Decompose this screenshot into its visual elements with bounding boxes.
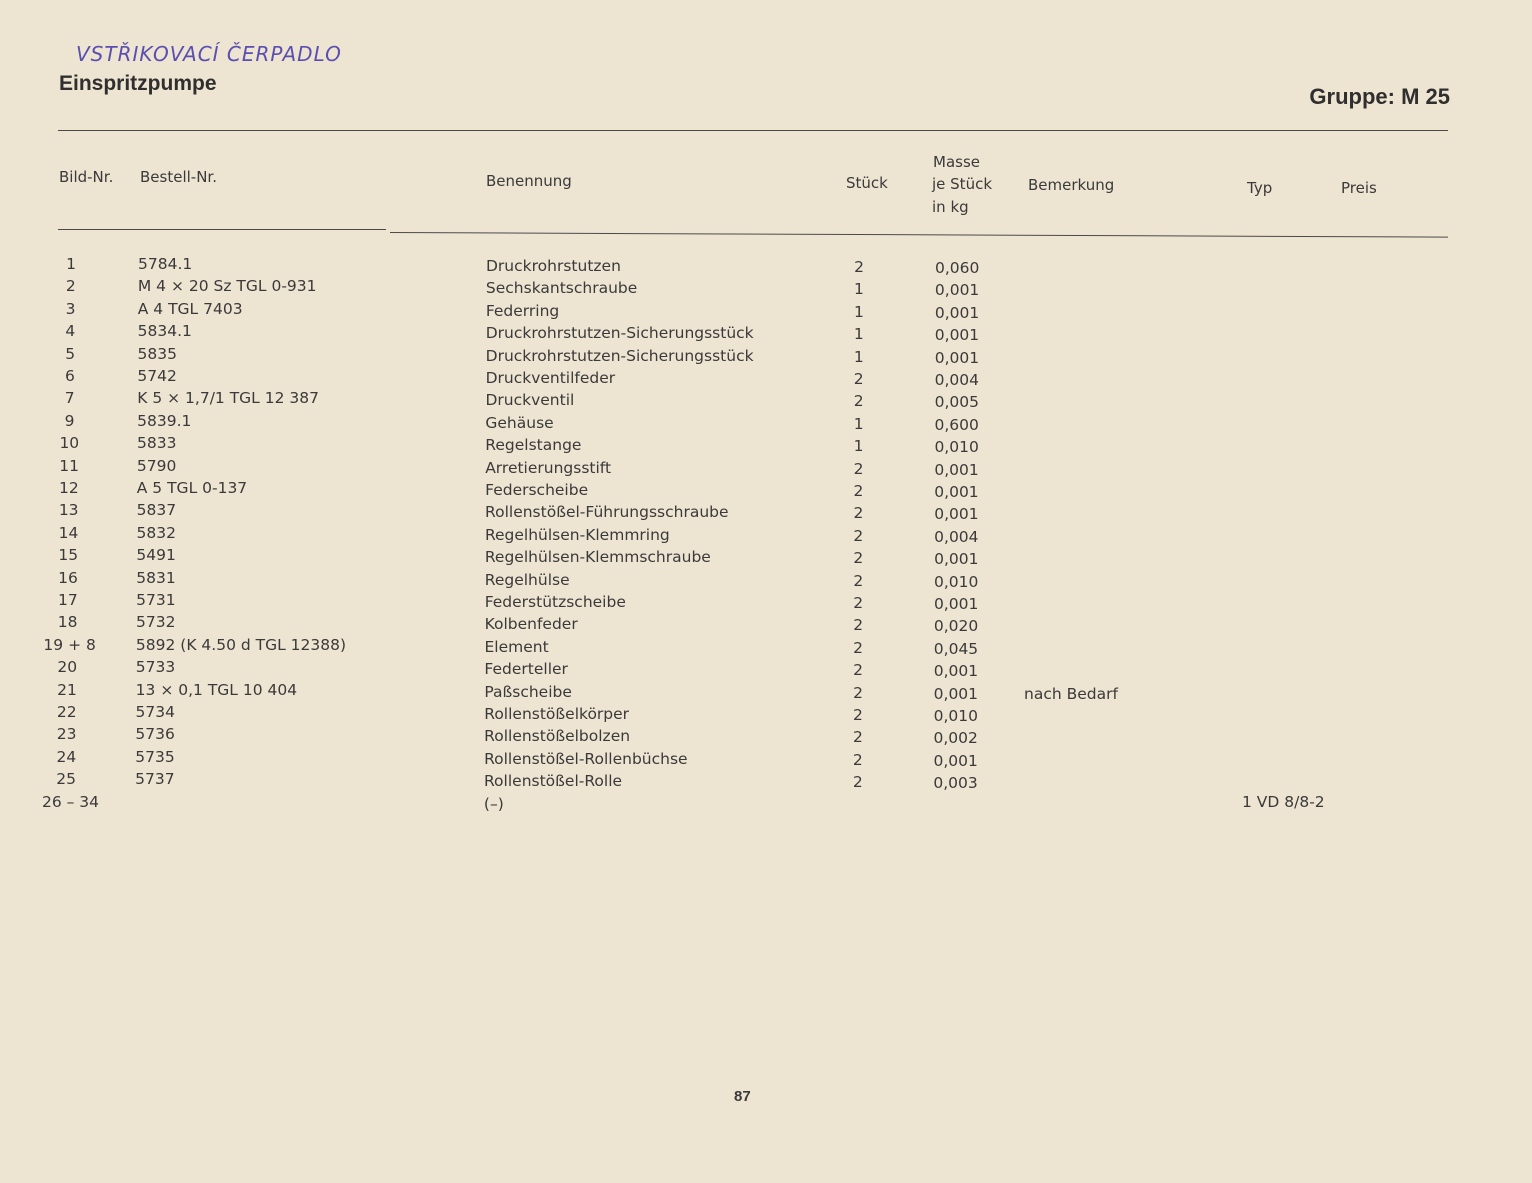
cell-bild-nr: 25	[56, 770, 77, 789]
table-row	[0, 255, 1532, 277]
table-row	[0, 636, 1532, 658]
table-row	[0, 613, 1532, 635]
cell-benennung: Federscheibe	[485, 481, 589, 499]
table-row	[0, 501, 1532, 523]
header-preis: Preis	[1341, 179, 1377, 197]
cell-bestell-nr: 5731	[136, 591, 176, 609]
cell-bestell-nr: 5833	[137, 434, 177, 453]
header-bild-nr: Bild-Nr.	[59, 168, 114, 186]
cell-bestell-nr: 5736	[135, 725, 175, 744]
cell-bestell-nr: 5839.1	[137, 411, 192, 430]
cell-benennung: (–)	[483, 794, 504, 813]
header-bemerkung: Bemerkung	[1028, 176, 1115, 194]
cell-benennung: Druckventil	[485, 391, 575, 410]
cell-masse: 0,002	[933, 729, 978, 748]
cell-bestell-nr: 5737	[135, 770, 175, 789]
cell-bild-nr: 20	[57, 658, 78, 677]
cell-bestell-nr: 5834.1	[137, 322, 192, 341]
cell-stueck: 2	[853, 482, 864, 500]
cell-bild-nr: 18	[57, 613, 78, 632]
table-row	[0, 748, 1532, 770]
cell-benennung: Regelhülse	[484, 570, 570, 589]
cell-benennung: Druckrohrstutzen	[486, 257, 621, 275]
cell-bild-nr: 15	[58, 546, 79, 565]
table-row	[0, 591, 1532, 613]
cell-bild-nr: 9	[64, 411, 75, 430]
cell-stueck: 2	[853, 504, 864, 523]
cell-masse: 0,010	[934, 438, 979, 457]
cell-stueck: 2	[854, 258, 864, 276]
cell-bestell-nr: A 5 TGL 0-137	[136, 479, 248, 497]
cell-stueck: 2	[853, 683, 863, 702]
cell-stueck: 2	[852, 750, 863, 769]
cell-bemerkung: nach Bedarf	[1024, 685, 1118, 704]
cell-bild-nr: 5	[65, 344, 76, 363]
cell-stueck: 1	[853, 347, 864, 366]
cell-benennung: Sechskantschraube	[485, 279, 638, 298]
table-row	[0, 277, 1532, 299]
cell-masse: 0,060	[935, 259, 980, 277]
cell-benennung: Federstützscheibe	[484, 593, 626, 611]
cell-stueck: 2	[853, 459, 864, 478]
table-row	[0, 546, 1532, 568]
cell-stueck: 1	[853, 437, 864, 456]
cell-masse: 0,004	[934, 371, 980, 389]
cell-bild-nr: 2	[65, 277, 76, 296]
table-row	[0, 681, 1532, 703]
cell-masse: 0,010	[933, 707, 978, 725]
table-row	[0, 345, 1532, 367]
cell-masse: 0,001	[934, 483, 979, 501]
table-row	[0, 434, 1532, 456]
cell-benennung: Rollenstößelkörper	[484, 705, 630, 723]
cell-benennung: Paßscheibe	[484, 682, 572, 701]
cell-masse: 0,001	[934, 505, 979, 524]
cell-bestell-nr: 5734	[135, 703, 175, 721]
cell-bestell-nr: 5732	[136, 613, 176, 632]
cell-benennung: Regelhülsen-Klemmschraube	[484, 548, 711, 567]
cell-benennung: Element	[484, 637, 549, 656]
cell-benennung: Kolbenfeder	[484, 615, 578, 634]
cell-stueck: 2	[852, 728, 863, 747]
cell-bestell-nr: 5784.1	[138, 255, 193, 273]
cell-bild-nr: 1	[66, 255, 76, 273]
table-row	[0, 725, 1532, 747]
cell-bild-nr: 12	[59, 479, 79, 497]
cell-bild-nr: 13	[58, 501, 79, 520]
header-masse-line3: in kg	[932, 198, 969, 216]
cell-stueck: 2	[853, 549, 864, 568]
table-row	[0, 412, 1532, 434]
header-masse-line2: je Stück	[932, 175, 993, 193]
header-benennung: Benennung	[486, 172, 572, 190]
header-bestell-nr: Bestell-Nr.	[140, 168, 217, 186]
cell-bild-nr: 3	[65, 299, 76, 318]
cell-stueck: 2	[853, 616, 864, 635]
cell-stueck: 1	[853, 302, 864, 321]
page-number: 87	[734, 1088, 751, 1105]
cell-bestell-nr: 5835	[137, 344, 177, 363]
cell-bild-nr: 21	[57, 680, 77, 699]
cell-masse: 0,020	[933, 617, 979, 636]
header-stueck: Stück	[846, 174, 888, 192]
cell-stueck: 1	[853, 325, 864, 344]
page-title: Einspritzpumpe	[59, 72, 217, 95]
table-row	[0, 658, 1532, 680]
cell-benennung: Druckrohrstutzen-Sicherungsstück	[485, 346, 754, 365]
cell-bild-nr: 17	[57, 591, 78, 609]
table-row	[0, 569, 1532, 591]
cell-bild-nr: 16	[58, 568, 78, 587]
cell-benennung: Regelhülsen-Klemmring	[484, 525, 670, 544]
cell-bild-nr: 10	[59, 434, 80, 453]
cell-masse: 0,001	[934, 281, 980, 300]
cell-bild-nr: 6	[65, 367, 75, 385]
cell-bild-nr: 11	[59, 456, 79, 475]
cell-bestell-nr: 13 × 0,1 TGL 10 404	[135, 680, 298, 699]
cell-bestell-nr: 5832	[136, 523, 176, 542]
cell-masse: 0,004	[934, 527, 979, 546]
cell-stueck: 2	[853, 370, 864, 388]
cell-stueck: 2	[853, 526, 864, 545]
cell-benennung: Rollenstößel-Rolle	[483, 772, 623, 791]
table-row	[0, 703, 1532, 725]
cell-masse: 0,010	[934, 572, 979, 591]
cell-masse: 0,600	[934, 415, 979, 434]
cell-bild-nr: 23	[56, 725, 77, 744]
cell-benennung: Druckrohrstutzen-Sicherungsstück	[485, 324, 754, 343]
cell-bestell-nr: 5491	[136, 546, 176, 565]
cell-benennung: Federring	[485, 301, 560, 320]
cell-bestell-nr: 5790	[136, 456, 177, 475]
table-row	[0, 770, 1532, 792]
cell-bestell-nr: K 5 × 1,7/1 TGL 12 387	[137, 389, 319, 408]
cell-stueck: 2	[853, 706, 863, 724]
table-row	[0, 300, 1532, 322]
cell-bild-nr: 14	[58, 523, 79, 542]
cell-bestell-nr: 5733	[135, 658, 176, 677]
handwritten-note: VSTŘIKOVACÍ ČERPADLO	[76, 42, 342, 66]
cell-stueck: 2	[852, 773, 863, 792]
cell-masse: 0,001	[933, 684, 979, 703]
cell-benennung: Druckventilfeder	[485, 369, 616, 387]
cell-masse: 0,003	[933, 774, 978, 793]
cell-bestell-nr: M 4 × 20 Sz TGL 0-931	[137, 277, 317, 296]
cell-benennung: Federteller	[484, 660, 568, 679]
cell-bild-nr: 26 – 34	[41, 792, 100, 811]
cell-masse: 0,001	[934, 550, 979, 569]
cell-masse: 0,045	[933, 639, 979, 658]
header-typ: Typ	[1247, 179, 1273, 197]
cell-benennung: Gehäuse	[485, 413, 554, 432]
header-masse-line1: Masse	[933, 153, 980, 171]
cell-bestell-nr: 5837	[136, 501, 177, 520]
table-row	[0, 322, 1532, 344]
cell-bestell-nr: 5831	[136, 568, 176, 587]
cell-stueck: 2	[853, 638, 864, 657]
cell-bestell-nr: 5892 (K 4.50 d TGL 12388)	[135, 635, 347, 654]
cell-masse: 0,001	[934, 326, 980, 345]
table-row	[0, 389, 1532, 411]
header-rule-right	[390, 232, 1448, 238]
cell-bestell-nr: A 4 TGL 7403	[137, 299, 243, 318]
cell-masse: 0,001	[933, 662, 979, 681]
cell-stueck: 2	[853, 661, 863, 680]
table-row	[0, 367, 1532, 389]
cell-masse: 0,001	[934, 303, 980, 322]
cell-bestell-nr: 5742	[137, 367, 177, 385]
cell-masse: 0,001	[934, 348, 980, 367]
cell-masse: 0,001	[933, 751, 978, 770]
cell-stueck: 1	[853, 414, 864, 433]
cell-bild-nr: 4	[65, 322, 76, 341]
cell-bild-nr: 22	[56, 703, 77, 721]
header-rule-left	[58, 229, 386, 230]
cell-typ: 1 VD 8/8-2	[1242, 792, 1325, 811]
cell-masse: 0,001	[933, 595, 979, 613]
table-row	[0, 793, 1532, 815]
cell-bestell-nr: 5735	[135, 747, 175, 766]
table-row	[0, 479, 1532, 501]
group-label: Gruppe: M 25	[1309, 84, 1450, 109]
cell-masse: 0,001	[934, 460, 979, 479]
cell-bild-nr: 19 + 8	[43, 635, 96, 654]
cell-masse: 0,005	[934, 393, 979, 412]
cell-benennung: Rollenstößel-Führungsschraube	[485, 503, 729, 522]
cell-bild-nr: 24	[56, 747, 77, 766]
top-rule	[58, 130, 1448, 131]
cell-stueck: 1	[854, 280, 864, 299]
table-row	[0, 524, 1532, 546]
cell-stueck: 2	[853, 392, 864, 411]
cell-benennung: Rollenstößelbolzen	[484, 727, 631, 746]
table-row	[0, 457, 1532, 479]
cell-benennung: Arretierungsstift	[485, 458, 612, 477]
cell-stueck: 2	[853, 594, 864, 612]
cell-benennung: Regelstange	[485, 436, 582, 455]
cell-benennung: Rollenstößel-Rollenbüchse	[484, 749, 688, 768]
cell-bild-nr: 7	[64, 389, 75, 408]
cell-stueck: 2	[853, 571, 864, 590]
